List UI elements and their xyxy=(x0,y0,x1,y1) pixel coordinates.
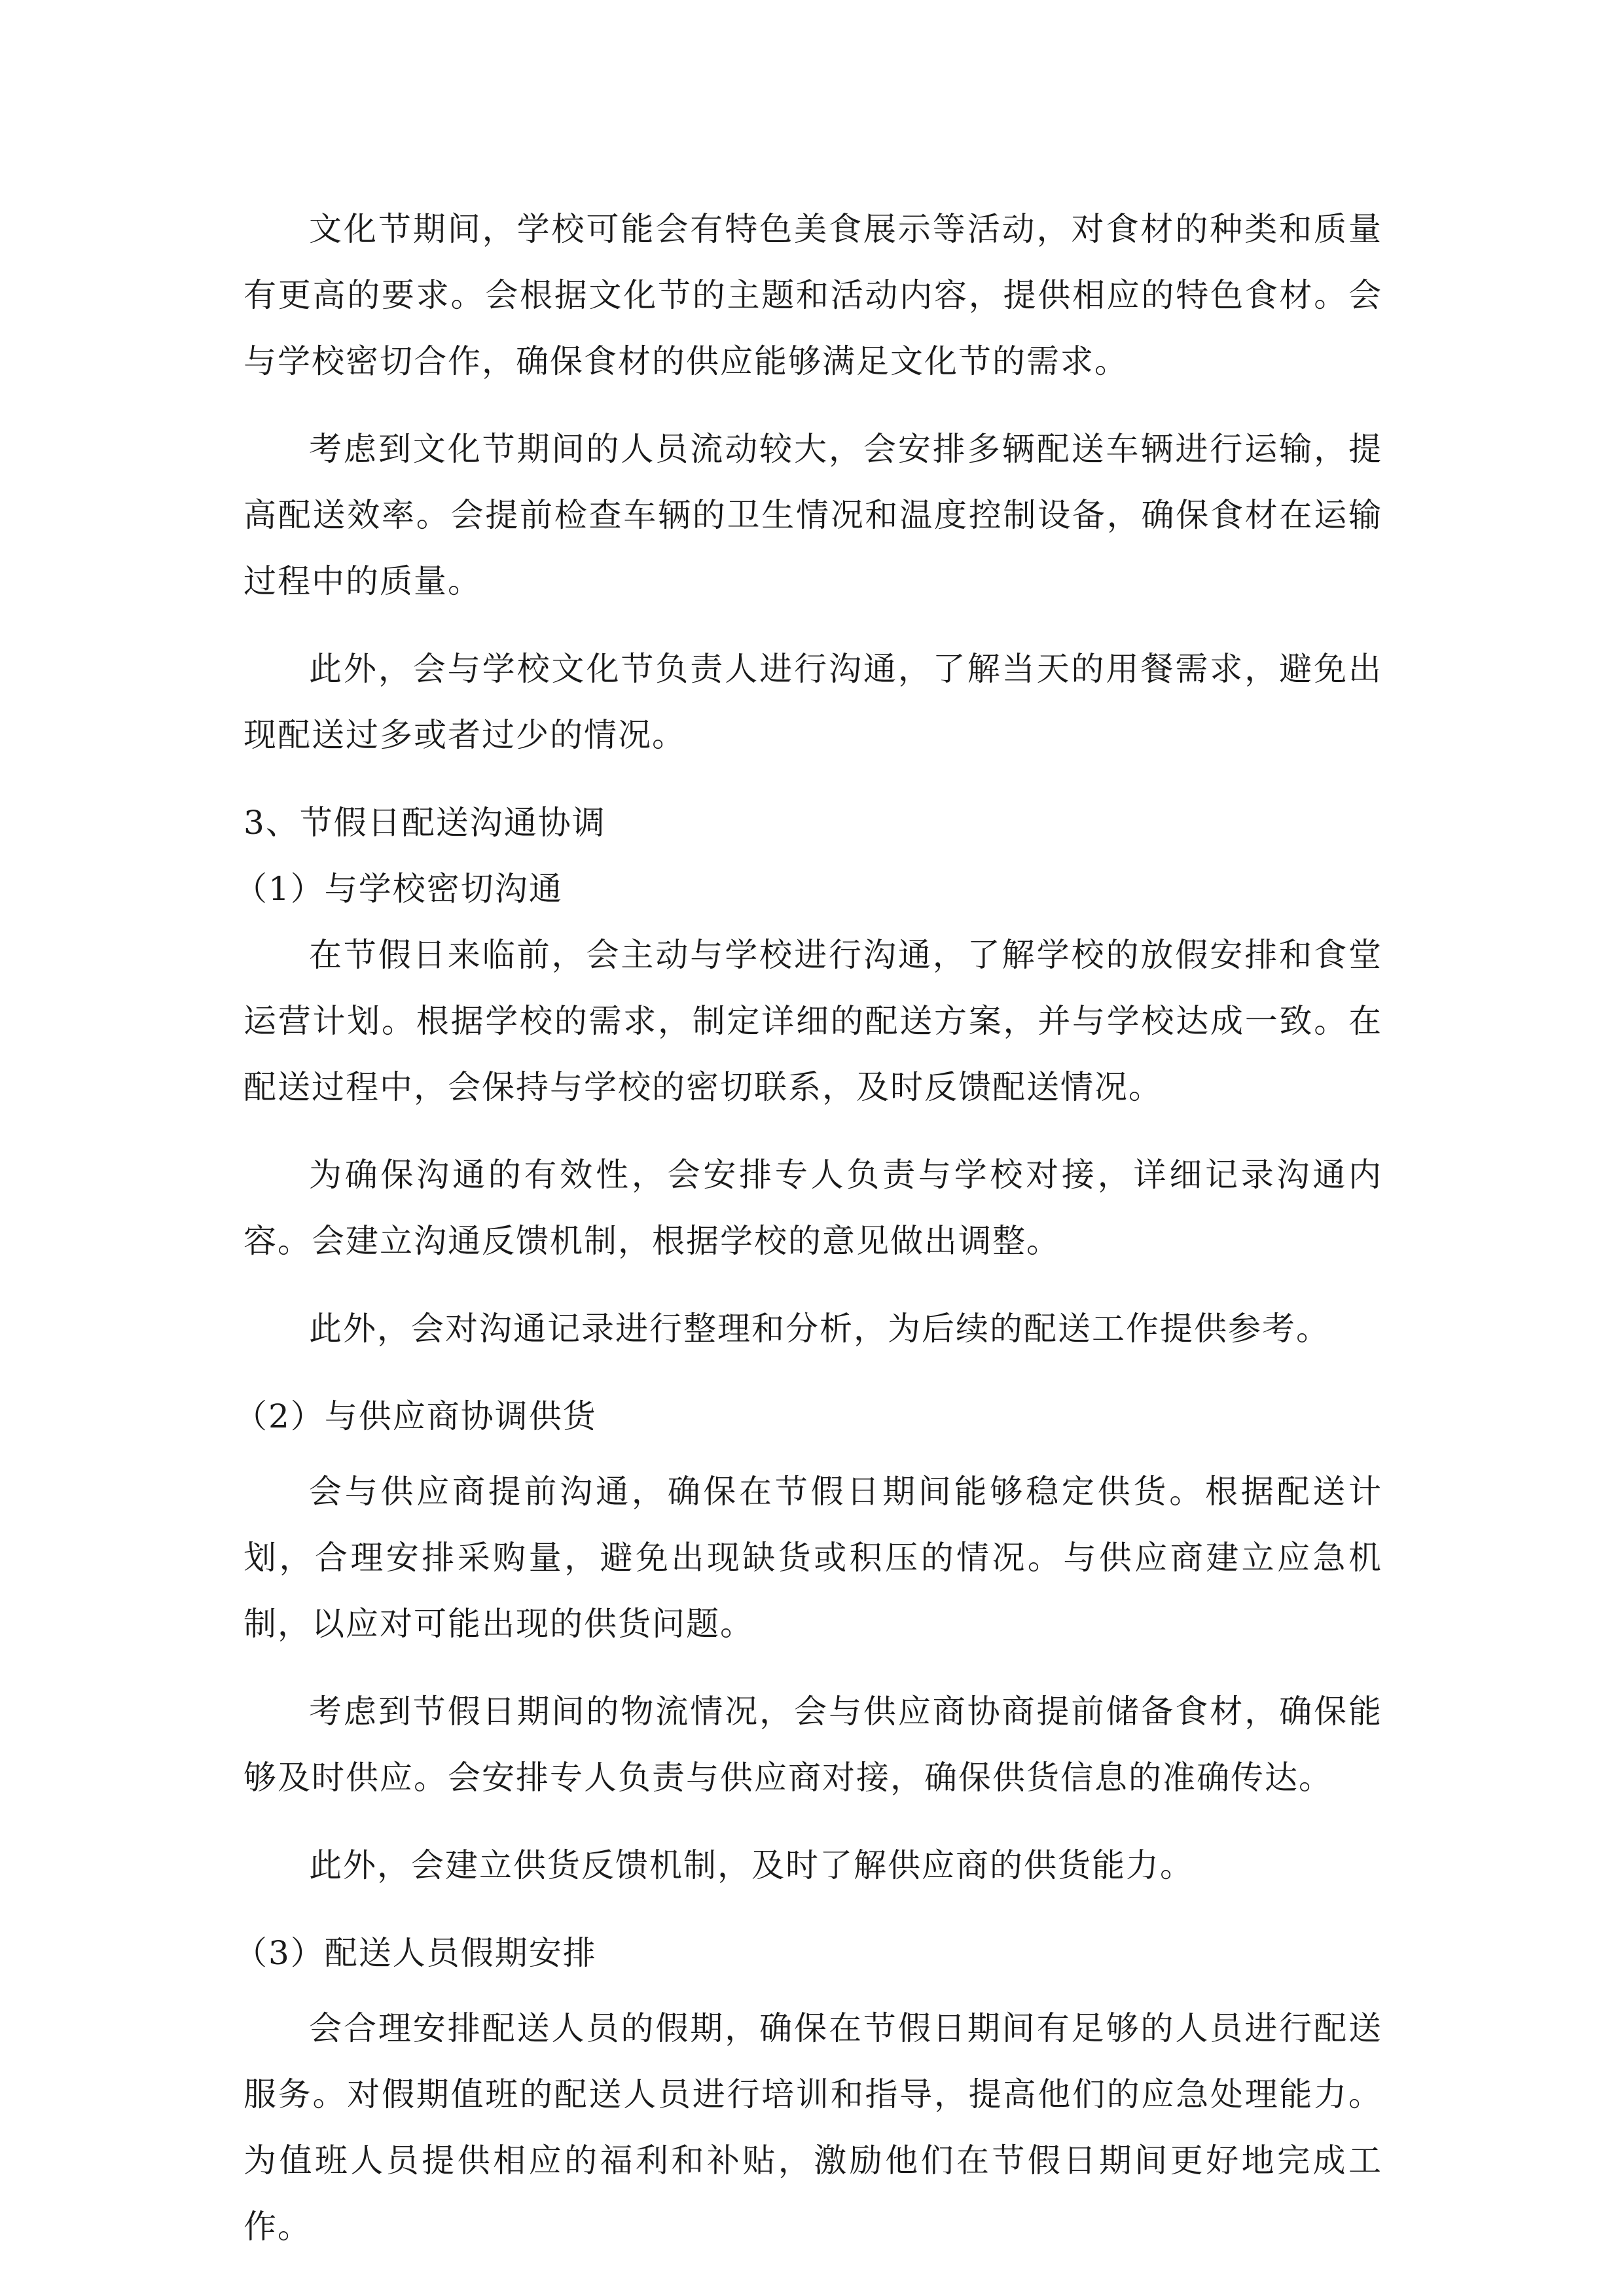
paragraph-supplier-logistics: 考虑到节假日期间的物流情况，会与供应商协商提前储备食材，确保能够及时供应。会安排专人负责与供应商对接，确保供货信息的准确传达。 xyxy=(244,1693,1382,1797)
paragraph-staff-holiday-arrangement: 会合理安排配送人员的假期，确保在节假日期间有足够的人员进行配送服务。对假期值班的配送人员进行培训和指导，提高他们的应急处理能力。为值班人员提供相应的福利和补贴，激励他们在节假日期间更好地完成工作。 xyxy=(244,2009,1382,2246)
document-body xyxy=(234,196,1382,2282)
paragraph-communication-effectiveness: 为确保沟通的有效性，会安排专人负责与学校对接，详细记录沟通内容。会建立沟通反馈机制，根据学校的意见做出调整。 xyxy=(244,1156,1382,1260)
subheading-supplier-coordination: （2）与供应商协调供货 xyxy=(234,1397,597,1435)
paragraph-culture-festival-vehicles: 考虑到文化节期间的人员流动较大，会安排多辆配送车辆进行运输，提高配送效率。会提前检查车辆的卫生情况和温度控制设备，确保食材在运输过程中的质量。 xyxy=(244,430,1382,600)
section-heading-holiday-coordination: 3、节假日配送沟通协调 xyxy=(244,804,606,842)
paragraph-culture-festival-food: 文化节期间，学校可能会有特色美食展示等活动，对食材的种类和质量有更高的要求。会根据文化节的主题和活动内容，提供相应的特色食材。会与学校密切合作，确保食材的供应能够满足文化节的需求。 xyxy=(244,210,1382,380)
paragraph-school-communication: 在节假日来临前，会主动与学校进行沟通，了解学校的放假安排和食堂运营计划。根据学校的需求，制定详细的配送方案，并与学校达成一致。在配送过程中，会保持与学校的密切联系，及时反馈配送情况。 xyxy=(244,936,1382,1106)
paragraph-culture-festival-communication: 此外，会与学校文化节负责人进行沟通，了解当天的用餐需求，避免出现配送过多或者过少的情况。 xyxy=(244,650,1382,754)
paragraph-communication-records: 此外，会对沟通记录进行整理和分析，为后续的配送工作提供参考。 xyxy=(309,1310,1330,1348)
subheading-school-communication: （1）与学校密切沟通 xyxy=(234,870,563,908)
paragraph-supplier-communication: 会与供应商提前沟通，确保在节假日期间能够稳定供货。根据配送计划，合理安排采购量，避免出现缺货或积压的情况。与供应商建立应急机制，以应对可能出现的供货问题。 xyxy=(244,1473,1382,1643)
paragraph-supplier-feedback: 此外，会建立供货反馈机制，及时了解供应商的供货能力。 xyxy=(309,1846,1194,1884)
subheading-staff-holiday-arrangement: （3）配送人员假期安排 xyxy=(234,1934,597,1972)
